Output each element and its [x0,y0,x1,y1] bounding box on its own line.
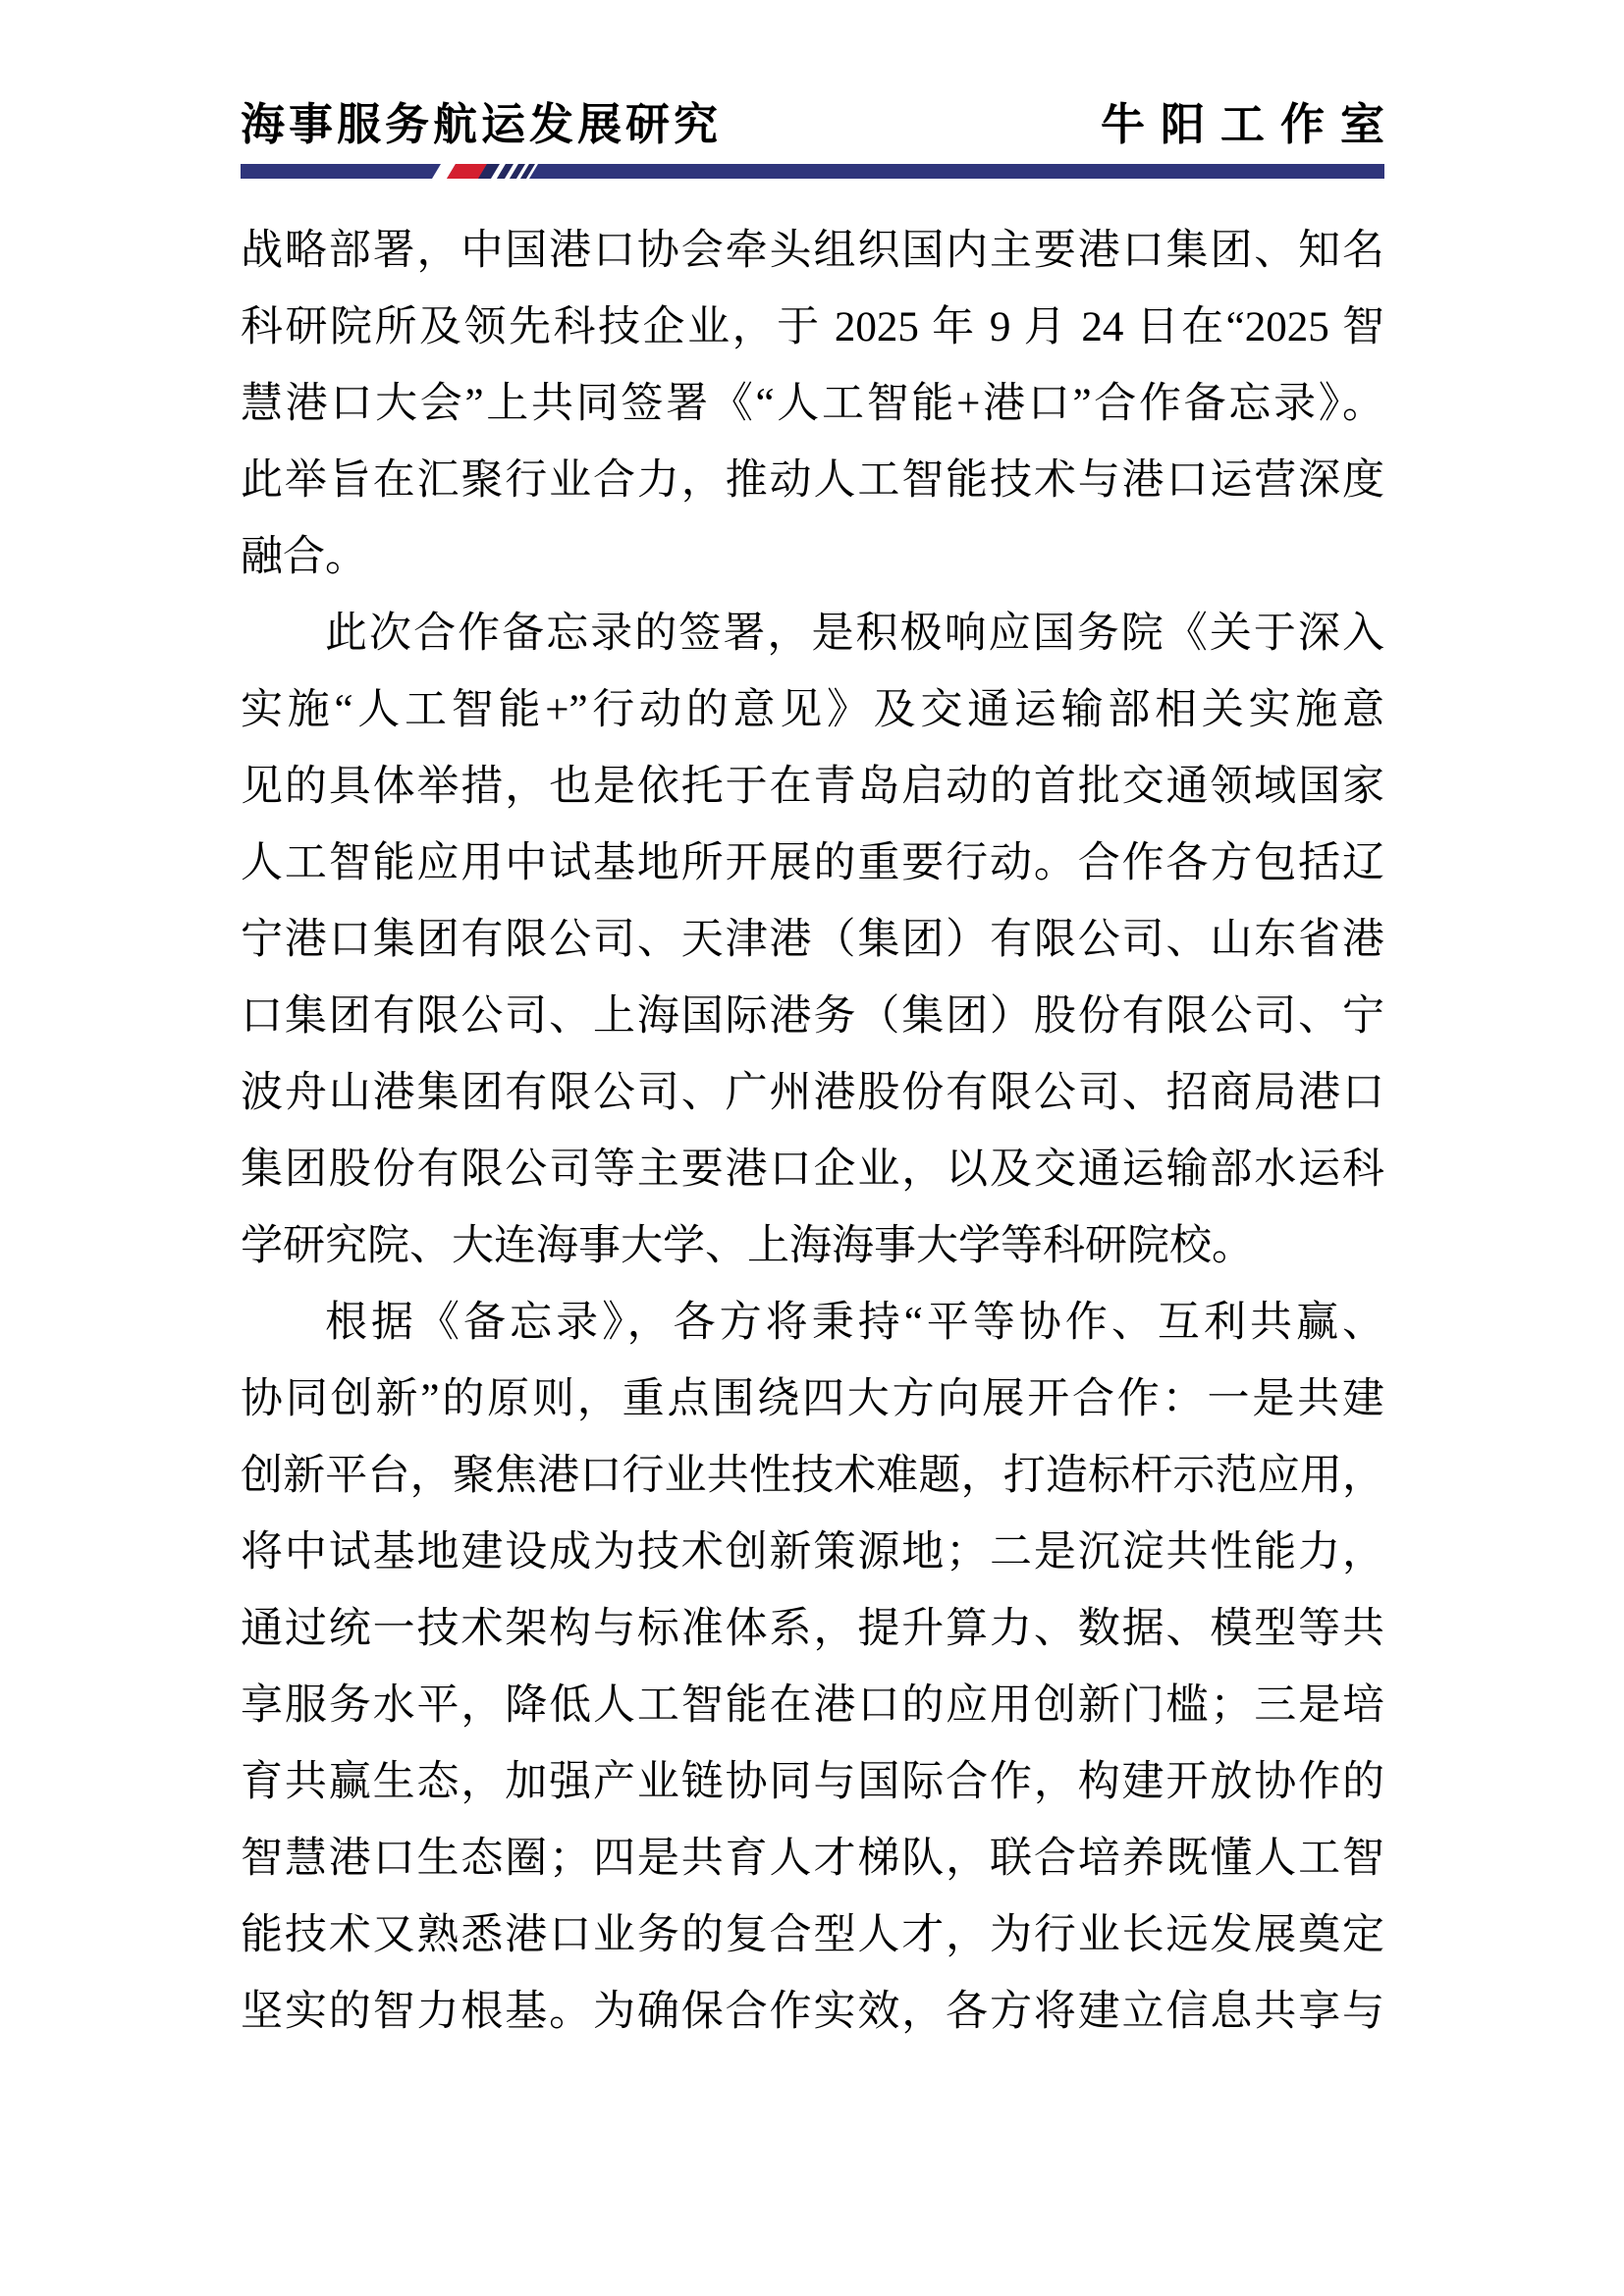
decorative-divider [241,164,1384,179]
divider-graphic [241,164,1384,179]
text-line: 智慧港口生态圈；四是共育人才梯队，联合培养既懂人工智 [241,1836,1384,1882]
text-line: 将中试基地建设成为技术创新策源地；二是沉淀共性能力， [241,1529,1384,1575]
paragraph [241,1285,1384,2051]
text-line: 通过统一技术架构与标准体系，提升算力、数据、模型等共 [241,1606,1384,1652]
text-line: 口集团有限公司、上海国际港务（集团）股份有限公司、宁 [241,993,1384,1040]
text-line: 协同创新”的原则，重点围绕四大方向展开合作：一是共建 [241,1376,1384,1422]
header-left-title: 海事服务航运发展研究 [241,99,723,149]
text-line: 慧港口大会”上共同签署《“人工智能+港口”合作备忘录》。 [241,381,1384,427]
text-line: 融合。 [241,534,367,580]
text-line: 战略部署，中国港口协会牵头组织国内主要港口集团、知名 [241,228,1384,274]
text-line: 宁港口集团有限公司、天津港（集团）有限公司、山东省港 [241,917,1384,963]
text-line: 波舟山港集团有限公司、广州港股份有限公司、招商局港口 [241,1070,1384,1116]
text-line: 见的具体举措，也是依托于在青岛启动的首批交通领域国家 [241,764,1384,810]
text-line: 实施“人工智能+”行动的意见》及交通运输部相关实施意 [241,687,1384,733]
text-line: 创新平台，聚焦港口行业共性技术难题，打造标杆示范应用， [241,1453,1384,1499]
text-line: 坚实的智力根基。为确保合作实效，各方将建立信息共享与 [241,1989,1384,2035]
text-line: 此举旨在汇聚行业合力，推动人工智能技术与港口运营深度 [241,457,1384,504]
text-line: 能技术又熟悉港口业务的复合型人才，为行业长远发展奠定 [241,1912,1384,1958]
text-line: 此次合作备忘录的签署，是积极响应国务院《关于深入 [325,611,1384,657]
text-line: 科研院所及领先科技企业，于 2025 年 9 月 24 日在“2025 智 [241,304,1384,350]
text-line: 育共赢生态，加强产业链协同与国际合作，构建开放协作的 [241,1759,1384,1805]
text-line: 根据《备忘录》，各方将秉持“平等协作、互利共赢、 [325,1300,1384,1346]
text-line: 人工智能应用中试基地所开展的重要行动。合作各方包括辽 [241,840,1384,886]
paragraph [241,596,1384,1285]
page-header [241,94,1400,151]
text-line: 集团股份有限公司等主要港口企业，以及交通运输部水运科 [241,1147,1384,1193]
header-right-title: 牛阳工作室 [1100,99,1400,149]
text-line: 享服务水平，降低人工智能在港口的应用创新门槛；三是培 [241,1682,1384,1729]
document-body [241,213,1384,2051]
divider-navy-bar [241,164,1384,179]
paragraph [241,213,1384,596]
text-line: 学研究院、大连海事大学、上海海事大学等科研院校。 [241,1223,1254,1269]
